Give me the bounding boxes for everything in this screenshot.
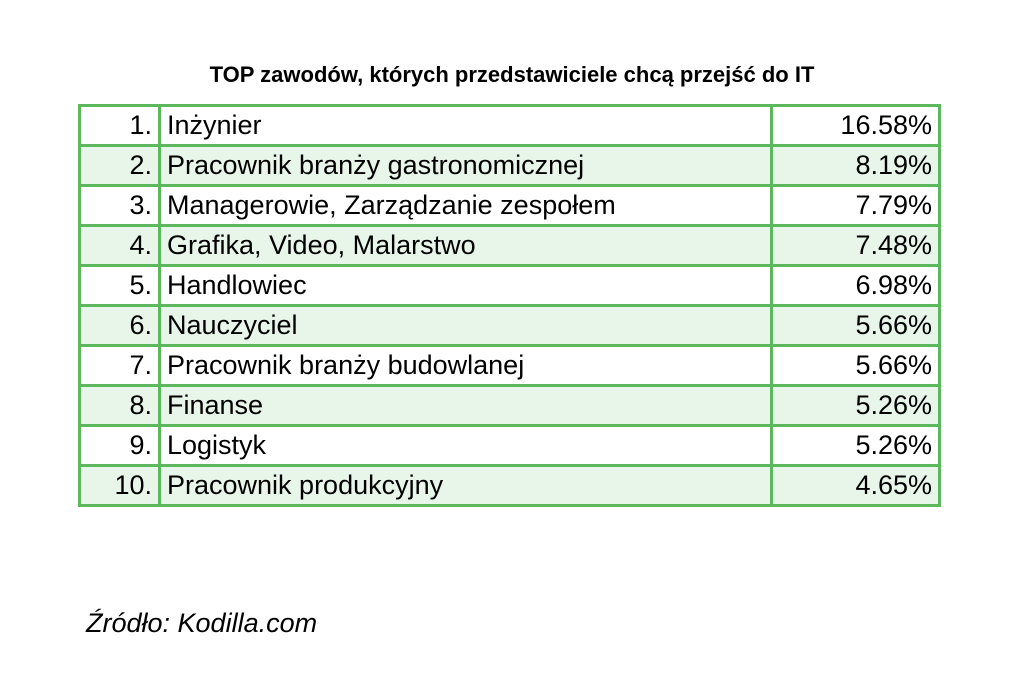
table-row <box>80 266 940 306</box>
percentage-cell: 4.65% <box>772 466 940 506</box>
chart-title: TOP zawodów, których przedstawiciele chcą przejść do IT <box>209 62 815 87</box>
rank-cell: 1. <box>80 106 160 146</box>
percentage-cell: 6.98% <box>772 266 940 306</box>
rank-cell: 4. <box>80 226 160 266</box>
rank-cell: 2. <box>80 146 160 186</box>
table-row <box>80 346 940 386</box>
rank-cell: 8. <box>80 386 160 426</box>
ranking-table-body <box>80 106 940 506</box>
rank-cell: 7. <box>80 346 160 386</box>
profession-cell: Inżynier <box>160 106 772 146</box>
percentage-cell: 7.79% <box>772 186 940 226</box>
table-row <box>80 306 940 346</box>
rank-cell: 9. <box>80 426 160 466</box>
percentage-cell: 5.66% <box>772 346 940 386</box>
profession-cell: Pracownik branży gastronomicznej <box>160 146 772 186</box>
profession-cell: Finanse <box>160 386 772 426</box>
percentage-cell: 7.48% <box>772 226 940 266</box>
source-note: Źródło: Kodilla.com <box>86 608 318 638</box>
table-row <box>80 186 940 226</box>
table-row <box>80 226 940 266</box>
profession-cell: Grafika, Video, Malarstwo <box>160 226 772 266</box>
profession-cell: Nauczyciel <box>160 306 772 346</box>
profession-cell: Pracownik branży budowlanej <box>160 346 772 386</box>
percentage-cell: 5.66% <box>772 306 940 346</box>
ranking-table <box>78 104 941 507</box>
percentage-cell: 5.26% <box>772 386 940 426</box>
rank-cell: 5. <box>80 266 160 306</box>
percentage-cell: 5.26% <box>772 426 940 466</box>
table-row <box>80 146 940 186</box>
percentage-cell: 8.19% <box>772 146 940 186</box>
table-row <box>80 466 940 506</box>
table-row <box>80 106 940 146</box>
table-row <box>80 426 940 466</box>
rank-cell: 3. <box>80 186 160 226</box>
percentage-cell: 16.58% <box>772 106 940 146</box>
table-row <box>80 386 940 426</box>
profession-cell: Handlowiec <box>160 266 772 306</box>
profession-cell: Pracownik produkcyjny <box>160 466 772 506</box>
profession-cell: Logistyk <box>160 426 772 466</box>
rank-cell: 6. <box>80 306 160 346</box>
rank-cell: 10. <box>80 466 160 506</box>
profession-cell: Managerowie, Zarządzanie zespołem <box>160 186 772 226</box>
